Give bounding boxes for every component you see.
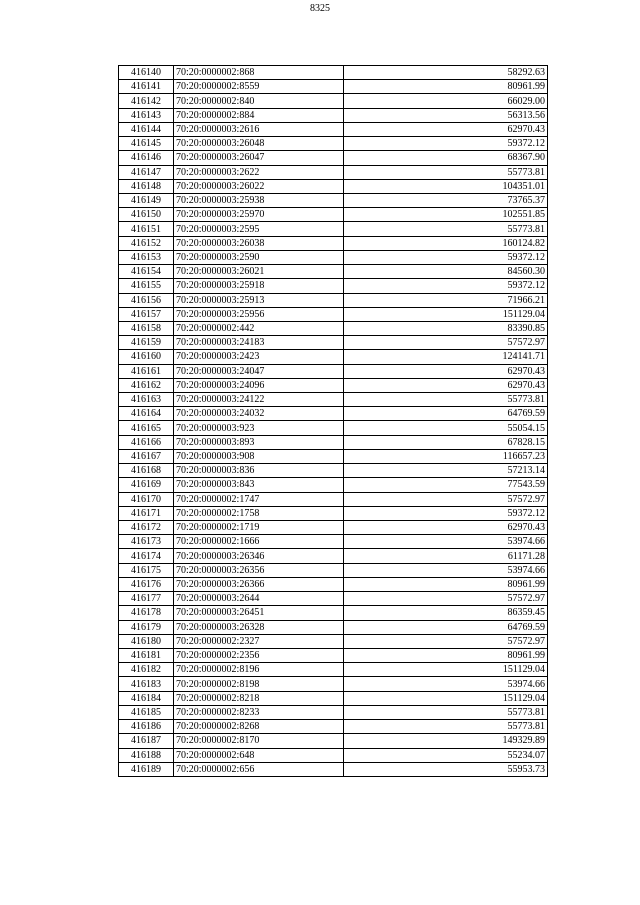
row-number-cell: 416168 <box>119 464 174 478</box>
row-number-cell: 416148 <box>119 179 174 193</box>
cadastral-number-cell: 70:20:0000002:2356 <box>174 648 344 662</box>
cadastral-number-cell: 70:20:0000002:442 <box>174 321 344 335</box>
table-row <box>119 193 548 207</box>
value-cell: 116657.23 <box>344 449 548 463</box>
cadastral-number-cell: 70:20:0000002:1666 <box>174 535 344 549</box>
table-row <box>119 492 548 506</box>
cadastral-number-cell: 70:20:0000002:8233 <box>174 705 344 719</box>
value-cell: 64769.59 <box>344 407 548 421</box>
table-row <box>119 521 548 535</box>
row-number-cell: 416182 <box>119 663 174 677</box>
cadastral-number-cell: 70:20:0000003:923 <box>174 421 344 435</box>
row-number-cell: 416149 <box>119 193 174 207</box>
table-row <box>119 122 548 136</box>
cadastral-number-cell: 70:20:0000003:25938 <box>174 193 344 207</box>
cadastral-number-cell: 70:20:0000002:8196 <box>174 663 344 677</box>
table-row <box>119 137 548 151</box>
value-cell: 80961.99 <box>344 648 548 662</box>
value-cell: 55234.07 <box>344 748 548 762</box>
value-cell: 84560.30 <box>344 265 548 279</box>
row-number-cell: 416150 <box>119 208 174 222</box>
table-row <box>119 222 548 236</box>
row-number-cell: 416141 <box>119 80 174 94</box>
table-row <box>119 393 548 407</box>
value-cell: 80961.99 <box>344 80 548 94</box>
value-cell: 68367.90 <box>344 151 548 165</box>
row-number-cell: 416170 <box>119 492 174 506</box>
row-number-cell: 416140 <box>119 66 174 80</box>
table-row <box>119 648 548 662</box>
table-row <box>119 762 548 776</box>
data-table <box>118 65 548 777</box>
value-cell: 61171.28 <box>344 549 548 563</box>
cadastral-number-cell: 70:20:0000003:2423 <box>174 350 344 364</box>
value-cell: 55953.73 <box>344 762 548 776</box>
table-row <box>119 677 548 691</box>
table-row <box>119 165 548 179</box>
value-cell: 57572.97 <box>344 592 548 606</box>
value-cell: 57572.97 <box>344 336 548 350</box>
row-number-cell: 416179 <box>119 620 174 634</box>
row-number-cell: 416172 <box>119 521 174 535</box>
cadastral-number-cell: 70:20:0000003:2590 <box>174 250 344 264</box>
row-number-cell: 416163 <box>119 393 174 407</box>
cadastral-number-cell: 70:20:0000003:25918 <box>174 279 344 293</box>
table-row <box>119 577 548 591</box>
cadastral-number-cell: 70:20:0000002:1758 <box>174 506 344 520</box>
row-number-cell: 416180 <box>119 634 174 648</box>
value-cell: 55773.81 <box>344 705 548 719</box>
table-row <box>119 66 548 80</box>
row-number-cell: 416187 <box>119 734 174 748</box>
value-cell: 57213.14 <box>344 464 548 478</box>
value-cell: 62970.43 <box>344 521 548 535</box>
table-row <box>119 663 548 677</box>
value-cell: 71966.21 <box>344 293 548 307</box>
cadastral-number-cell: 70:20:0000003:25970 <box>174 208 344 222</box>
value-cell: 83390.85 <box>344 321 548 335</box>
row-number-cell: 416166 <box>119 435 174 449</box>
table-row <box>119 435 548 449</box>
table-row <box>119 307 548 321</box>
cadastral-number-cell: 70:20:0000002:8170 <box>174 734 344 748</box>
table-row <box>119 606 548 620</box>
table-row <box>119 478 548 492</box>
value-cell: 62970.43 <box>344 122 548 136</box>
table-row <box>119 449 548 463</box>
row-number-cell: 416145 <box>119 137 174 151</box>
cadastral-number-cell: 70:20:0000003:26356 <box>174 563 344 577</box>
cadastral-number-cell: 70:20:0000003:24122 <box>174 393 344 407</box>
table-row <box>119 464 548 478</box>
table-row <box>119 506 548 520</box>
cadastral-number-cell: 70:20:0000003:24096 <box>174 378 344 392</box>
value-cell: 57572.97 <box>344 634 548 648</box>
cadastral-number-cell: 70:20:0000003:26021 <box>174 265 344 279</box>
table-row <box>119 279 548 293</box>
value-cell: 86359.45 <box>344 606 548 620</box>
cadastral-number-cell: 70:20:0000003:24032 <box>174 407 344 421</box>
table-row <box>119 407 548 421</box>
table-row <box>119 151 548 165</box>
table-row <box>119 336 548 350</box>
cadastral-number-cell: 70:20:0000002:8218 <box>174 691 344 705</box>
row-number-cell: 416155 <box>119 279 174 293</box>
table-row <box>119 208 548 222</box>
row-number-cell: 416165 <box>119 421 174 435</box>
table-row <box>119 592 548 606</box>
value-cell: 66029.00 <box>344 94 548 108</box>
row-number-cell: 416143 <box>119 108 174 122</box>
value-cell: 58292.63 <box>344 66 548 80</box>
table-row <box>119 535 548 549</box>
value-cell: 59372.12 <box>344 137 548 151</box>
value-cell: 59372.12 <box>344 279 548 293</box>
row-number-cell: 416154 <box>119 265 174 279</box>
row-number-cell: 416164 <box>119 407 174 421</box>
cadastral-number-cell: 70:20:0000003:25956 <box>174 307 344 321</box>
row-number-cell: 416147 <box>119 165 174 179</box>
cadastral-number-cell: 70:20:0000002:8198 <box>174 677 344 691</box>
table-row <box>119 94 548 108</box>
cadastral-number-cell: 70:20:0000003:24047 <box>174 364 344 378</box>
cadastral-number-cell: 70:20:0000003:26048 <box>174 137 344 151</box>
value-cell: 56313.56 <box>344 108 548 122</box>
value-cell: 151129.04 <box>344 691 548 705</box>
row-number-cell: 416142 <box>119 94 174 108</box>
value-cell: 55773.81 <box>344 222 548 236</box>
row-number-cell: 416152 <box>119 236 174 250</box>
cadastral-number-cell: 70:20:0000003:26346 <box>174 549 344 563</box>
cadastral-number-cell: 70:20:0000003:2616 <box>174 122 344 136</box>
table-row <box>119 549 548 563</box>
value-cell: 104351.01 <box>344 179 548 193</box>
value-cell: 151129.04 <box>344 307 548 321</box>
table-row <box>119 321 548 335</box>
cadastral-number-cell: 70:20:0000003:26366 <box>174 577 344 591</box>
table-row <box>119 80 548 94</box>
table-row <box>119 421 548 435</box>
row-number-cell: 416178 <box>119 606 174 620</box>
row-number-cell: 416188 <box>119 748 174 762</box>
value-cell: 57572.97 <box>344 492 548 506</box>
row-number-cell: 416159 <box>119 336 174 350</box>
value-cell: 102551.85 <box>344 208 548 222</box>
cadastral-number-cell: 70:20:0000003:26022 <box>174 179 344 193</box>
cadastral-number-cell: 70:20:0000003:26047 <box>174 151 344 165</box>
row-number-cell: 416175 <box>119 563 174 577</box>
row-number-cell: 416144 <box>119 122 174 136</box>
table-row <box>119 705 548 719</box>
row-number-cell: 416174 <box>119 549 174 563</box>
cadastral-number-cell: 70:20:0000003:26451 <box>174 606 344 620</box>
row-number-cell: 416161 <box>119 364 174 378</box>
table-row <box>119 691 548 705</box>
table-row <box>119 293 548 307</box>
table-body <box>119 66 548 777</box>
table-row <box>119 364 548 378</box>
table-row <box>119 265 548 279</box>
value-cell: 53974.66 <box>344 677 548 691</box>
cadastral-number-cell: 70:20:0000002:2327 <box>174 634 344 648</box>
value-cell: 64769.59 <box>344 620 548 634</box>
row-number-cell: 416158 <box>119 321 174 335</box>
table-row <box>119 250 548 264</box>
row-number-cell: 416185 <box>119 705 174 719</box>
row-number-cell: 416156 <box>119 293 174 307</box>
row-number-cell: 416162 <box>119 378 174 392</box>
value-cell: 151129.04 <box>344 663 548 677</box>
value-cell: 124141.71 <box>344 350 548 364</box>
value-cell: 77543.59 <box>344 478 548 492</box>
cadastral-number-cell: 70:20:0000003:908 <box>174 449 344 463</box>
row-number-cell: 416169 <box>119 478 174 492</box>
cadastral-number-cell: 70:20:0000003:25913 <box>174 293 344 307</box>
cadastral-number-cell: 70:20:0000002:8559 <box>174 80 344 94</box>
cadastral-number-cell: 70:20:0000003:2622 <box>174 165 344 179</box>
cadastral-number-cell: 70:20:0000002:840 <box>174 94 344 108</box>
table-row <box>119 236 548 250</box>
value-cell: 149329.89 <box>344 734 548 748</box>
value-cell: 160124.82 <box>344 236 548 250</box>
table-row <box>119 563 548 577</box>
table-row <box>119 108 548 122</box>
cadastral-number-cell: 70:20:0000002:868 <box>174 66 344 80</box>
table-row <box>119 720 548 734</box>
cadastral-number-cell: 70:20:0000003:2644 <box>174 592 344 606</box>
value-cell: 62970.43 <box>344 364 548 378</box>
row-number-cell: 416153 <box>119 250 174 264</box>
cadastral-number-cell: 70:20:0000003:26328 <box>174 620 344 634</box>
value-cell: 53974.66 <box>344 535 548 549</box>
cadastral-number-cell: 70:20:0000003:836 <box>174 464 344 478</box>
row-number-cell: 416177 <box>119 592 174 606</box>
cadastral-number-cell: 70:20:0000003:2595 <box>174 222 344 236</box>
row-number-cell: 416183 <box>119 677 174 691</box>
cadastral-number-cell: 70:20:0000003:24183 <box>174 336 344 350</box>
value-cell: 55773.81 <box>344 393 548 407</box>
cadastral-number-cell: 70:20:0000002:8268 <box>174 720 344 734</box>
cadastral-number-cell: 70:20:0000002:1719 <box>174 521 344 535</box>
value-cell: 73765.37 <box>344 193 548 207</box>
table-row <box>119 748 548 762</box>
page-number: 8325 <box>310 3 330 14</box>
value-cell: 53974.66 <box>344 563 548 577</box>
row-number-cell: 416146 <box>119 151 174 165</box>
row-number-cell: 416181 <box>119 648 174 662</box>
cadastral-number-cell: 70:20:0000003:26038 <box>174 236 344 250</box>
row-number-cell: 416173 <box>119 535 174 549</box>
row-number-cell: 416184 <box>119 691 174 705</box>
table-row <box>119 734 548 748</box>
value-cell: 55054.15 <box>344 421 548 435</box>
value-cell: 59372.12 <box>344 250 548 264</box>
table-row <box>119 620 548 634</box>
value-cell: 80961.99 <box>344 577 548 591</box>
value-cell: 62970.43 <box>344 378 548 392</box>
table-row <box>119 350 548 364</box>
row-number-cell: 416186 <box>119 720 174 734</box>
row-number-cell: 416167 <box>119 449 174 463</box>
cadastral-number-cell: 70:20:0000002:656 <box>174 762 344 776</box>
row-number-cell: 416151 <box>119 222 174 236</box>
row-number-cell: 416189 <box>119 762 174 776</box>
value-cell: 67828.15 <box>344 435 548 449</box>
value-cell: 59372.12 <box>344 506 548 520</box>
row-number-cell: 416176 <box>119 577 174 591</box>
table-row <box>119 179 548 193</box>
value-cell: 55773.81 <box>344 720 548 734</box>
cadastral-number-cell: 70:20:0000003:893 <box>174 435 344 449</box>
cadastral-number-cell: 70:20:0000002:884 <box>174 108 344 122</box>
cadastral-number-cell: 70:20:0000002:1747 <box>174 492 344 506</box>
cadastral-number-cell: 70:20:0000002:648 <box>174 748 344 762</box>
row-number-cell: 416171 <box>119 506 174 520</box>
value-cell: 55773.81 <box>344 165 548 179</box>
cadastral-number-cell: 70:20:0000003:843 <box>174 478 344 492</box>
row-number-cell: 416160 <box>119 350 174 364</box>
table-row <box>119 634 548 648</box>
row-number-cell: 416157 <box>119 307 174 321</box>
table-row <box>119 378 548 392</box>
